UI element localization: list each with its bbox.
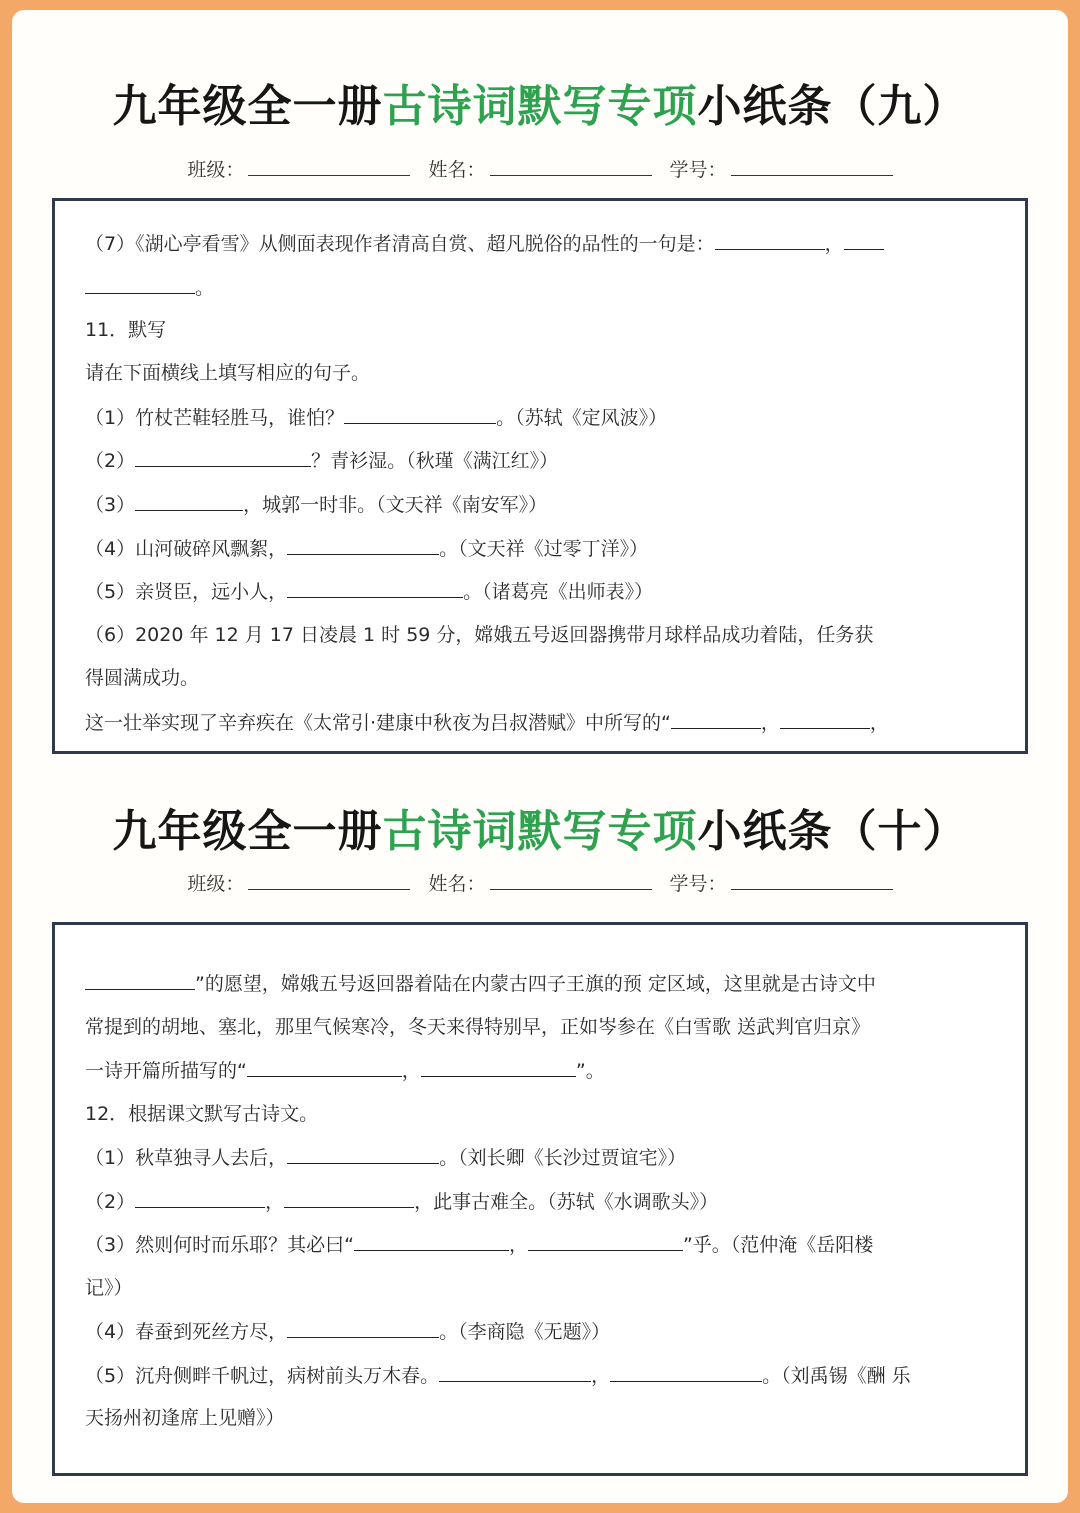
- answer-blank[interactable]: [135, 448, 311, 467]
- student-id-label: 学号：: [669, 159, 727, 181]
- student-id-field[interactable]: [670, 155, 893, 182]
- question-11-5: （5）亲贤臣，远小人， 。（诸葛亮《出师表》）: [85, 581, 654, 603]
- worksheet-title-1: [0, 70, 1080, 134]
- class-label: 班级：: [187, 873, 245, 895]
- class-blank[interactable]: [248, 873, 410, 890]
- answer-blank[interactable]: [671, 710, 761, 729]
- student-id-blank[interactable]: [731, 159, 893, 176]
- title-suffix: 小纸条（九）: [697, 81, 968, 132]
- title-highlight: 古诗词默写专项: [382, 81, 698, 132]
- student-id-blank[interactable]: [731, 873, 893, 890]
- answer-blank[interactable]: [135, 1189, 265, 1208]
- name-blank[interactable]: [490, 873, 652, 890]
- answer-blank[interactable]: [85, 275, 195, 294]
- answer-blank[interactable]: [287, 579, 463, 598]
- answer-blank[interactable]: [421, 1058, 576, 1077]
- answer-blank[interactable]: [354, 1232, 509, 1251]
- answer-blank[interactable]: [715, 231, 825, 250]
- answer-blank[interactable]: [287, 536, 439, 555]
- question-12-3-line-1: （3）然则何时而乐耶？其必曰“ ， ”乎。（范仲淹《岳阳楼: [85, 1234, 874, 1256]
- question-11-6-line-1: （6）2020 年 12 月 17 日凌晨 1 时 59 分，嫦娥五号返回器携带月球样品成功着陆，任务获: [85, 624, 874, 646]
- answer-blank[interactable]: [284, 1189, 414, 1208]
- question-11-6-line-3: 这一壮举实现了辛弃疾在《太常引·建康中秋夜为吕叔潜赋》中所写的“ ， ，: [85, 712, 889, 734]
- instruction-text: 请在下面横线上填写相应的句子。: [85, 362, 371, 384]
- section-11-heading: 11．默写: [85, 319, 167, 341]
- name-label: 姓名：: [428, 873, 486, 895]
- name-field[interactable]: [428, 155, 651, 182]
- answer-blank[interactable]: [439, 1363, 591, 1382]
- answer-blank[interactable]: [287, 1319, 439, 1338]
- question-11-2: （2） ？青衫湿。（秋瑾《满江红》）: [85, 450, 559, 472]
- answer-blank[interactable]: [85, 971, 195, 990]
- answer-blank[interactable]: [844, 231, 884, 250]
- class-field[interactable]: [187, 869, 410, 896]
- title-prefix: 九年级全一册: [112, 81, 383, 132]
- worksheet-title-2: [0, 795, 1080, 859]
- question-7-line-2: 。: [85, 275, 995, 300]
- name-blank[interactable]: [490, 159, 652, 176]
- question-12-3-line-2: 记》）: [85, 1277, 133, 1299]
- question-11-6-line-2: 得圆满成功。: [85, 667, 200, 689]
- student-info-row-2: [0, 869, 1080, 896]
- continued-line-2: 常提到的胡地、塞北，那里气候寒冷，冬天来得特别早，正如岑参在《白雪歌 送武判官归京》: [85, 1016, 871, 1038]
- answer-blank[interactable]: [610, 1363, 762, 1382]
- class-blank[interactable]: [248, 159, 410, 176]
- title-suffix: 小纸条（十）: [697, 806, 968, 857]
- answer-blank[interactable]: [344, 405, 496, 424]
- answer-blank[interactable]: [135, 492, 243, 511]
- question-7-line-1: （7）《湖心亭看雪》从侧面表现作者清高自赏、超凡脱俗的品性的一句是： ，: [85, 231, 995, 256]
- title-highlight: 古诗词默写专项: [382, 806, 698, 857]
- student-id-field[interactable]: [670, 869, 893, 896]
- class-label: 班级：: [187, 159, 245, 181]
- question-box-1: [52, 198, 1028, 754]
- title-prefix: 九年级全一册: [112, 806, 383, 857]
- question-box-2: [52, 922, 1028, 1476]
- question-12-1: （1）秋草独寻人去后， 。（刘长卿《长沙过贾谊宅》）: [85, 1147, 687, 1169]
- question-12-4: （4）春蚕到死丝方尽， 。（李商隐《无题》）: [85, 1321, 611, 1343]
- question-12-5-line-1: （5）沉舟侧畔千帆过，病树前头万木春。 ， 。（刘禹锡《酬 乐: [85, 1365, 911, 1387]
- answer-blank[interactable]: [528, 1232, 683, 1251]
- section-12-heading: 12．根据课文默写古诗文。: [85, 1103, 319, 1125]
- continued-line-1: ”的愿望，嫦娥五号返回器着陆在内蒙古四子王旗的预 定区域，这里就是古诗文中: [85, 971, 995, 996]
- name-field[interactable]: [428, 869, 651, 896]
- question-12-2: （2） ， ，此事古难全。（苏轼《水调歌头》）: [85, 1191, 719, 1213]
- name-label: 姓名：: [428, 159, 486, 181]
- class-field[interactable]: [187, 155, 410, 182]
- answer-blank[interactable]: [780, 710, 870, 729]
- student-info-row-1: [0, 155, 1080, 182]
- answer-blank[interactable]: [247, 1058, 402, 1077]
- student-id-label: 学号：: [669, 873, 727, 895]
- continued-line-3: 一诗开篇所描写的“ ， ”。: [85, 1060, 605, 1082]
- question-11-4: （4）山河破碎风飘絮， 。（文天祥《过零丁洋》）: [85, 538, 649, 560]
- answer-blank[interactable]: [287, 1145, 439, 1164]
- question-11-3: （3） ，城郭一时非。（文天祥《南安军》）: [85, 494, 548, 516]
- question-12-5-line-2: 天扬州初逢席上见赠》）: [85, 1407, 285, 1429]
- question-11-1: （1）竹杖芒鞋轻胜马，谁怕？ 。（苏轼《定风波》）: [85, 407, 668, 429]
